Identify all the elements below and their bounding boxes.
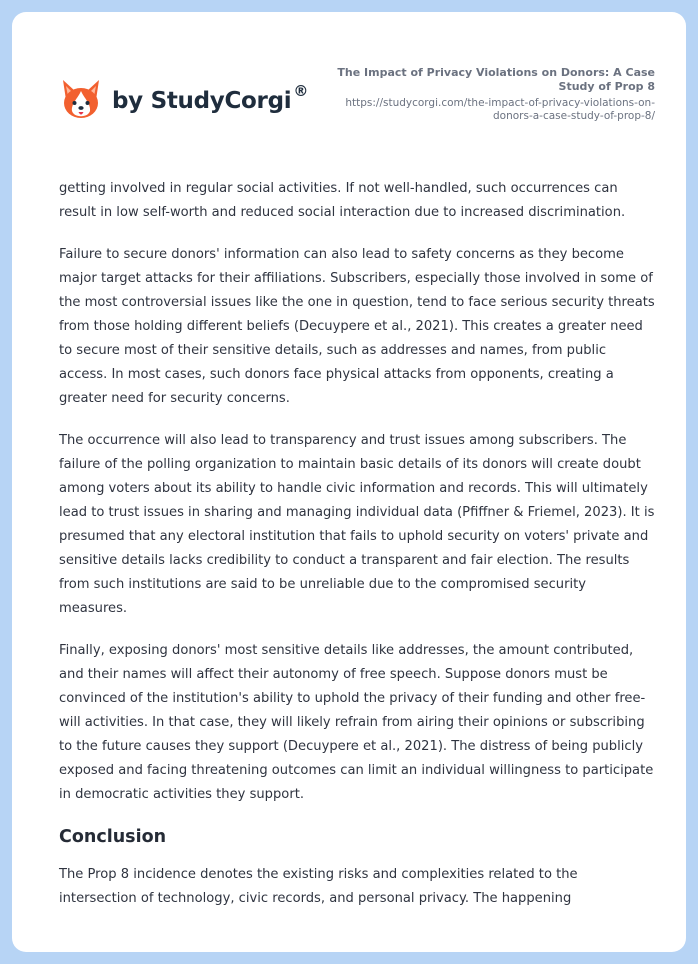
brand-name — [112, 82, 309, 114]
registered-mark: ® — [293, 82, 309, 100]
brand-name-text: by StudyCorgi — [112, 88, 292, 114]
body-paragraph: Finally, exposing donors' most sensitive details like addresses, the amount contributed, and their names will affect their autonomy of free speech. Suppose donors must be convinced of the institution's ability to uphold the privacy of their funding and other free-will activities. In that case, they will likely refrain from airing their opinions or subscribing to the future causes they support (Decuypere et al., 2021). The distress of being publicly exposed and facing threatening outcomes can limit an individual willingness to participate in democratic activities they support. — [59, 643, 654, 802]
document-url[interactable]: https://studycorgi.com/the-impact-of-privacy-violations-on-donors-a-case-study-of-prop-8/ — [345, 97, 655, 122]
conclusion-heading: Conclusion — [59, 827, 167, 847]
body-paragraph: Failure to secure donors' information can also lead to safety concerns as they become major target attacks for their affiliations. Subscribers, especially those involved in some of the most controversial issues like the one in question, tend to face serious security threats from those holding different beliefs (Decuypere et al., 2021). This creates a greater need to secure most of their sensitive details, such as addresses and names, from public access. In most cases, such donors face physical attacks from opponents, creating a greater need for security concerns. — [59, 247, 655, 406]
corgi-icon — [60, 76, 102, 122]
document-page — [12, 12, 686, 952]
document-info — [310, 66, 655, 123]
studycorgi-logo[interactable] — [60, 76, 308, 122]
document-title: The Impact of Privacy Violations on Donors: A Case Study of Prop 8 — [337, 66, 655, 93]
document-body — [59, 177, 655, 929]
body-paragraph: The occurrence will also lead to transparency and trust issues among subscribers. The failure of the polling organization to maintain basic details of its donors will create doubt among voters about its ability to handle civic information and records. This will ultimately lead to trust issues in sharing and managing individual data (Pfiffner & Friemel, 2023). It is presumed that any electoral institution that fails to uphold security on voters' private and sensitive details lacks credibility to conduct a transparent and fair election. The results from such institutions are said to be unreliable due to the compromised security measures. — [59, 433, 655, 616]
body-paragraph: getting involved in regular social activities. If not well-handled, such occurrences can result in low self-worth and reduced social interaction due to increased discrimination. — [59, 181, 626, 220]
conclusion-paragraph: The Prop 8 incidence denotes the existing risks and complexities related to the intersection of technology, civic records, and personal privacy. The happening — [59, 867, 578, 906]
